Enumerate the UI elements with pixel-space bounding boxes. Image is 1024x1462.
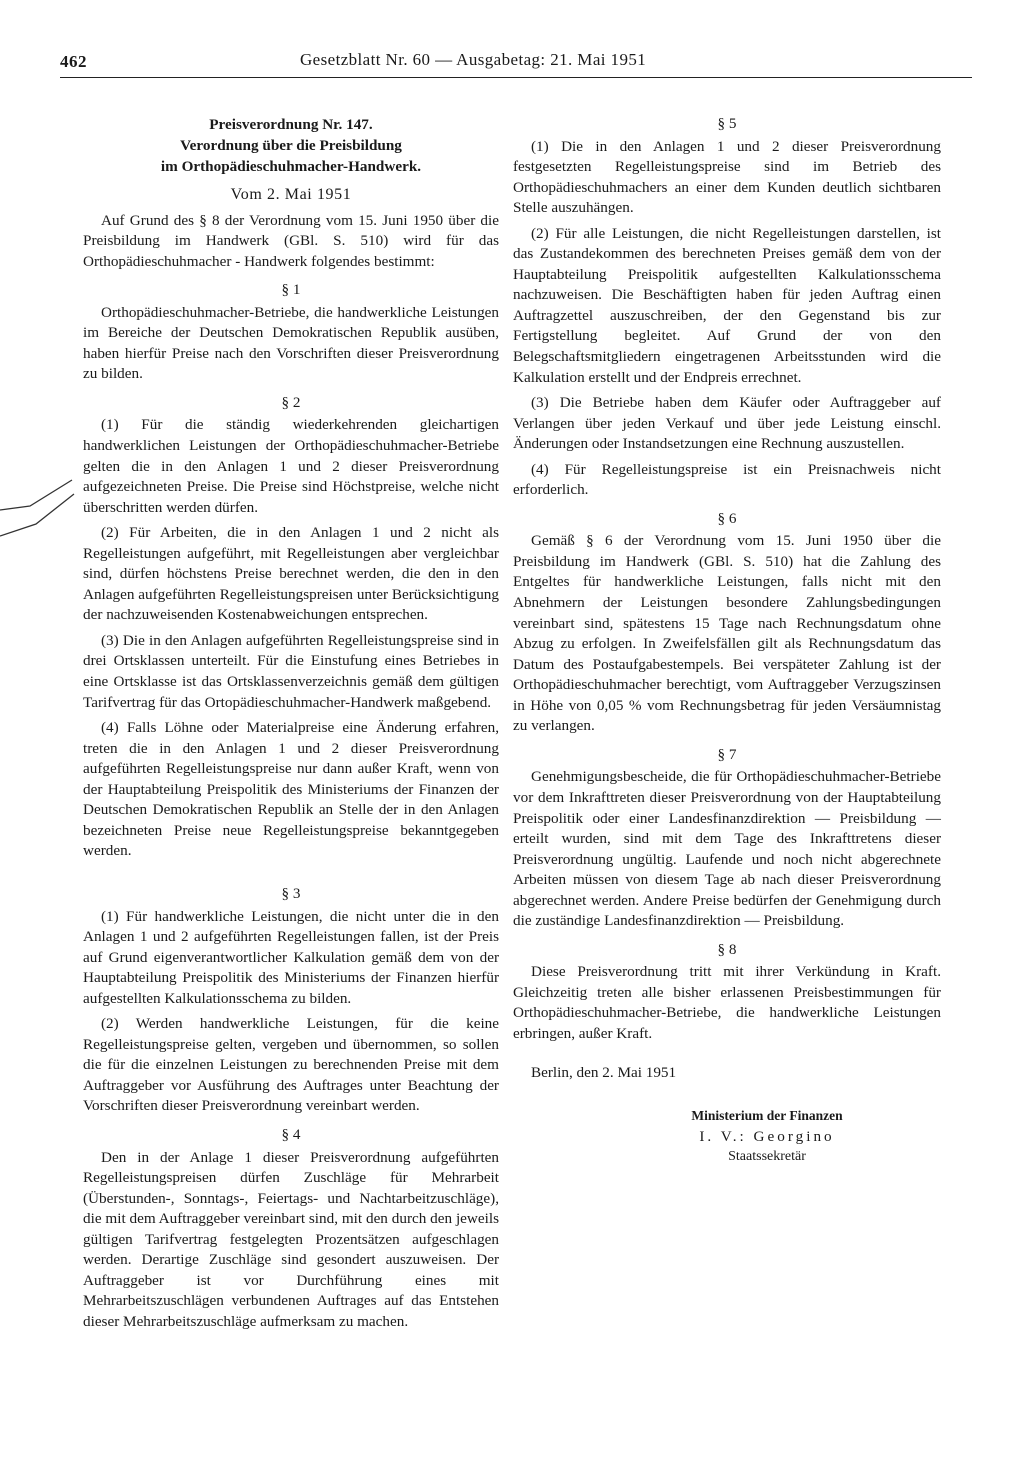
issuing-authority: Ministerium der Finanzen (691, 1108, 843, 1124)
signatory-name: I. V.: Georgino (699, 1128, 835, 1146)
section-heading-7: § 7 (717, 745, 737, 763)
right-column (513, 92, 941, 1167)
ordinance-title (83, 114, 499, 177)
section-heading-6: § 6 (717, 509, 737, 527)
title-line-3: im Orthopädieschuhmacher-Handwerk. (160, 158, 422, 175)
header-rule (60, 77, 972, 78)
section-heading-5: § 5 (717, 115, 737, 132)
section-8-para-1: Diese Preisverordnung tritt mit ihrer Verkündung in Kraft. Gleichzeitig treten alle bisher erlassenen Preisbestimmungen für Orthopädieschuhmacher-Betriebe, die handwerkliche Leistungen erbringen, außer Kraft. (513, 963, 941, 1042)
section-heading-8: § 8 (717, 940, 737, 958)
section-heading-1: § 1 (281, 281, 301, 299)
section-2-para-3: (3) Die in den Anlagen aufgeführten Regelleistungspreise sind in drei Ortsklassen unterteilt. Für die Einstufung eines Betriebes in eine Ortsklasse ist das Ortsklassenverzeichnis gemäß dem gültigen Tarifvertrag für das Ortopädieschuhmacher-Handwerk maßgebend. (83, 631, 499, 711)
section-heading-3: § 3 (281, 884, 301, 902)
signatory-title: Staatssekretär (728, 1149, 806, 1165)
section-heading-4: § 4 (281, 1125, 301, 1143)
title-line-2: Verordnung über die Preisbildung (180, 137, 402, 154)
page-number: 462 (60, 52, 87, 71)
section-5-para-1: (1) Die in den Anlagen 1 und 2 dieser Preisverordnung festgesetzten Regelleistungspreise sind im Betrieb des Orthopädieschuhmachers an einer dem Kunden deutlich sichtbaren Stelle auszuhängen. (513, 137, 941, 217)
section-heading-2: § 2 (281, 393, 301, 411)
left-column (83, 92, 499, 1337)
section-5-para-2: (2) Für alle Leistungen, die nicht Regelleistungen darstellen, ist das Zustandekommen des berechneten Preises gemäß dem von der Hauptabteilung Preispolitik aufgestellten Kalkulationsschema nachzuweisen. Die Beschäftigten haben für jeden Auftrag einen Auftragzettel auszuschreiben, der den Gegenstand bis zur Fertigstellung begleitet. Auf Grund der von den Belegschaftsmitgliedern eingetragenen Arbeitsstunden wird die Kalkulation erstellt und der Endpreis errechnet. (513, 224, 941, 386)
section-2-para-1: (1) Für die ständig wiederkehrenden gleichartigen handwerklichen Leistungen der Orthopädieschuhmacher-Betriebe gelten die in den Anlagen 1 und 2 dieser Preisverordnung aufgezeichneten Preise. Die Preise sind Höchstpreise, welche nicht überschritten werden dürfen. (83, 416, 499, 516)
section-3-para-1: (1) Für handwerkliche Leistungen, die nicht unter die in den Anlagen 1 und 2 aufgeführten Regelleistungen fallen, ist der Preis auf Grund eigenverantwortlicher Kalkulation gemäß dem von der Hauptabteilung Preispolitik des Ministeriums der Finanzen hierfür aufgestellten Kalkulationsschema zu bilden. (83, 907, 499, 1007)
section-4-para-1: Den in der Anlage 1 dieser Preisverordnung aufgeführten Regelleistungspreisen dürfen Zuschläge für Mehrarbeit (Überstunden-, Sonntags-, Feiertags- und Nachtarbeitzuschläge), die mit dem Auftraggeber vereinbart sind, mit den durch den jeweils gültigen Tarifvertrag festgelegten Prozentsätzen aufgeschlagen werden. Derartige Zuschläge sind gesondert auszuweisen. Der Auftraggeber ist vor Durchführung eines mit Mehrarbeitszuschlägen verbundenen Auftrages auf das Entstehen dieser Mehrarbeitszuschläge aufmerksam zu machen. (83, 1148, 499, 1330)
section-7-para-1: Genehmigungsbescheide, die für Orthopädieschuhmacher-Betriebe vor dem Inkrafttreten dieser Preisverordnung von der Hauptabteilung Preispolitik oder einer Landesfinanzdirektion — Preisbildung — erteilt wurden, sind mit dem Tage des Inkrafttretens dieser Preisverordnung ungültig. Laufende und noch nicht abgerechnete Arbeiten müssen von diesem Tage ab nach dieser Preisverordnung abgerechnet werden. Andere Preise bedürfen der Genehmigung durch die zuständige Landesfinanzdirektion — Preisbildung. (513, 768, 941, 930)
place-and-date: Berlin, den 2. Mai 1951 (531, 1063, 677, 1081)
section-5-para-3: (3) Die Betriebe haben dem Käufer oder Auftraggeber auf Verlangen über jeden Verkauf und über jede Leistung einschl. Änderungen oder Instandsetzungen eine Rechnung auszustellen. (513, 394, 941, 453)
running-head: Gesetzblatt Nr. 60 — Ausgabetag: 21. Mai 1951 (300, 50, 647, 69)
section-3-para-2: (2) Werden handwerkliche Leistungen, für die keine Regelleistungspreise gelten, vergeben und übernommen, so sollen die für die einzelnen Leistungen zu berechnenden Preise mit dem Auftraggeber vor Ausführung des Auftrages unter Beachtung der Vorschriften dieser Preisverordnung vereinbart werden. (83, 1015, 499, 1115)
section-6-para-1: Gemäß § 6 der Verordnung vom 15. Juni 1950 über die Preisbildung im Handwerk (GBl. S. 510) hat die Zahlung des Entgeltes für handwerkliche Leistungen, falls nicht mit den Abnehmern der Leistungen besondere Zahlungsbedingungen vereinbart sind, spätestens 15 Tage nach Rechnungsdatum ohne Abzug zu erfolgen. In Zweifelsfällen gilt als Rechnungsdatum das Datum des Postaufgabestempels. Bei verspäteter Zahlung ist der Orthopädieschuhmacher berechtigt, vom Auftraggeber Verzugszinsen in Höhe von 0,05 % vom Rechnungsbetrag für jeden Versäumnistag zu verlangen. (513, 532, 941, 735)
section-1-para-1: Orthopädieschuhmacher-Betriebe, die handwerkliche Leistungen im Bereiche der Deutschen Demokratischen Republik ausüben, haben hierfür Preise nach den Vorschriften dieser Preisverordnung zu bilden. (83, 303, 499, 383)
section-2-para-4: (4) Falls Löhne oder Materialpreise eine Änderung erfahren, treten die in den Anlagen 1 und 2 dieser Preisverordnung aufgeführten Regelleistungspreise nur dann außer Kraft, wenn von der Hauptabteilung Preispolitik des Ministeriums der Finanzen der Deutschen Demokratischen Republik an Stelle der in den Anlagen bezeichneten Preise neue Regelleistungspreise bekanntgegeben werden. (83, 719, 499, 860)
section-5-para-4: (4) Für Regelleistungspreise ist ein Preisnachweis nicht erforderlich. (513, 460, 941, 499)
section-2-para-2: (2) Für Arbeiten, die in den Anlagen 1 und 2 nicht als Regelleistungen aufgeführt, mit Regelleistungen aber vergleichbar sind, dürfen höchstens Preise berechnet werden, die den in den Anlagen aufgeführten Regelleistungspreisen unter Berücksichtigung der nachzuweisenden Kostenabweichungen entsprechen. (83, 524, 499, 624)
title-line-1: Preisverordnung Nr. 147. (209, 116, 373, 133)
preamble: Auf Grund des § 8 der Verordnung vom 15. Juni 1950 über die Preisbildung im Handwerk (GBl. S. 510) wird für das Orthopädieschuhmacher - Handwerk folgendes bestimmt: (83, 211, 499, 270)
ordinance-date: Vom 2. Mai 1951 (230, 186, 352, 203)
margin-pen-mark (0, 470, 90, 550)
